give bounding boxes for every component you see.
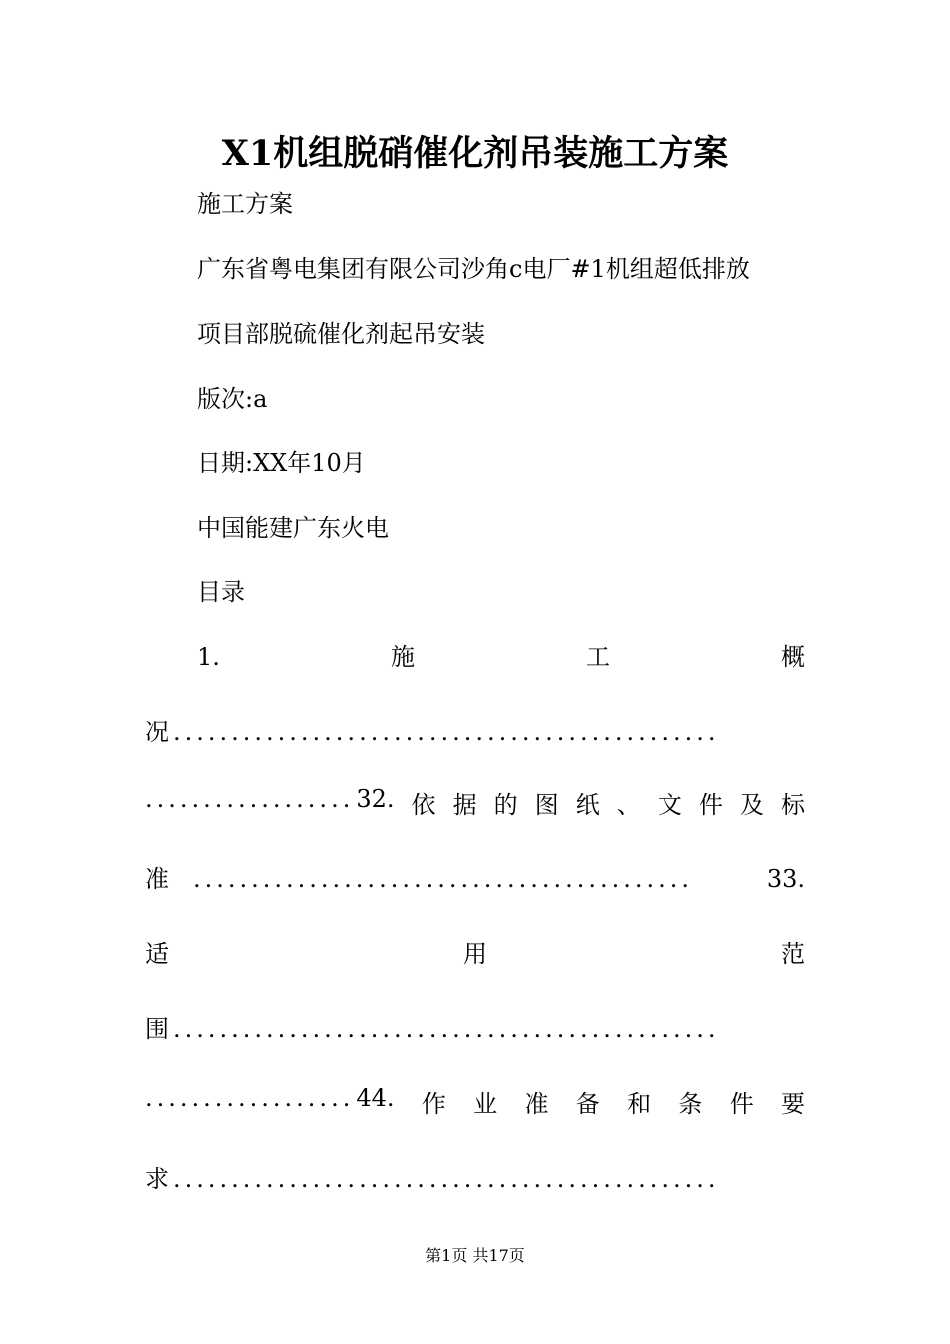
toc-char: 准 <box>524 1090 549 1118</box>
toc-char: 文 <box>657 791 682 819</box>
toc-row-5 <box>145 934 805 969</box>
toc-char: 准 <box>145 865 169 893</box>
toc-leader-dots: .................. <box>145 785 355 813</box>
toc-char: 业 <box>473 1090 498 1118</box>
paragraph-version: 版次:a <box>197 385 268 413</box>
toc-char: 求 <box>145 1165 169 1193</box>
toc-char: 纸 <box>575 791 600 819</box>
toc-char: 作 <box>421 1090 446 1118</box>
toc-leader-dots: ............................................... <box>173 718 720 746</box>
toc-char: 、 <box>616 791 641 819</box>
toc-entry-text <box>356 785 805 820</box>
toc-char: 及 <box>739 791 764 819</box>
toc-page-number: 33. <box>766 865 805 893</box>
toc-char: 施 <box>390 643 415 671</box>
toc-char: 件 <box>698 791 723 819</box>
toc-char: 图 <box>534 791 559 819</box>
toc-leader-dots: ............................................... <box>173 1015 720 1043</box>
toc-char: 据 <box>452 791 477 819</box>
toc-row-6 <box>145 1009 805 1044</box>
toc-char: 1. <box>197 643 220 671</box>
paragraph-contractor: 中国能建广东火电 <box>197 514 389 542</box>
toc-char: 和 <box>627 1090 652 1118</box>
toc-row-7 <box>145 1084 805 1119</box>
toc-char: 用 <box>463 940 487 968</box>
toc-char: 件 <box>729 1090 754 1118</box>
toc-char: 工 <box>585 643 610 671</box>
toc-char: 范 <box>781 940 805 968</box>
toc-char: 32. <box>356 785 395 813</box>
paragraph-project: 项目部脱硫催化剂起吊安装 <box>197 320 485 348</box>
toc-row-4 <box>145 859 805 894</box>
toc-row-8 <box>145 1159 805 1194</box>
toc-row-3 <box>145 785 805 820</box>
toc-char: 围 <box>145 1015 169 1043</box>
toc-heading: 目录 <box>197 578 245 606</box>
toc-row-2 <box>145 712 805 747</box>
toc-char: 概 <box>781 643 805 671</box>
toc-char: 条 <box>678 1090 703 1118</box>
toc-char: 适 <box>145 940 169 968</box>
toc-row-1 <box>197 637 805 672</box>
paragraph-date: 日期:XX年10月 <box>197 449 366 477</box>
toc-char: 44. <box>356 1084 395 1112</box>
toc-char: 况 <box>145 718 169 746</box>
paragraph-company: 广东省粤电集团有限公司沙角c电厂#1机组超低排放 <box>197 255 750 283</box>
document-title: X1机组脱硝催化剂吊装施工方案 <box>221 133 729 174</box>
toc-leader-dots: .................. <box>145 1084 355 1112</box>
toc-leader-dots: ............................................... <box>173 1165 720 1193</box>
toc-leader-dots: ........................................... <box>193 865 694 893</box>
toc-char: 要 <box>781 1090 805 1118</box>
toc-char: 的 <box>493 791 518 819</box>
paragraph-plan-label: 施工方案 <box>197 190 293 218</box>
toc-char: 依 <box>411 791 436 819</box>
toc-char: 标 <box>780 791 805 819</box>
page-footer: 第1页 共17页 <box>425 1246 525 1265</box>
toc-entry-text <box>356 1084 805 1119</box>
toc-char: 备 <box>575 1090 600 1118</box>
